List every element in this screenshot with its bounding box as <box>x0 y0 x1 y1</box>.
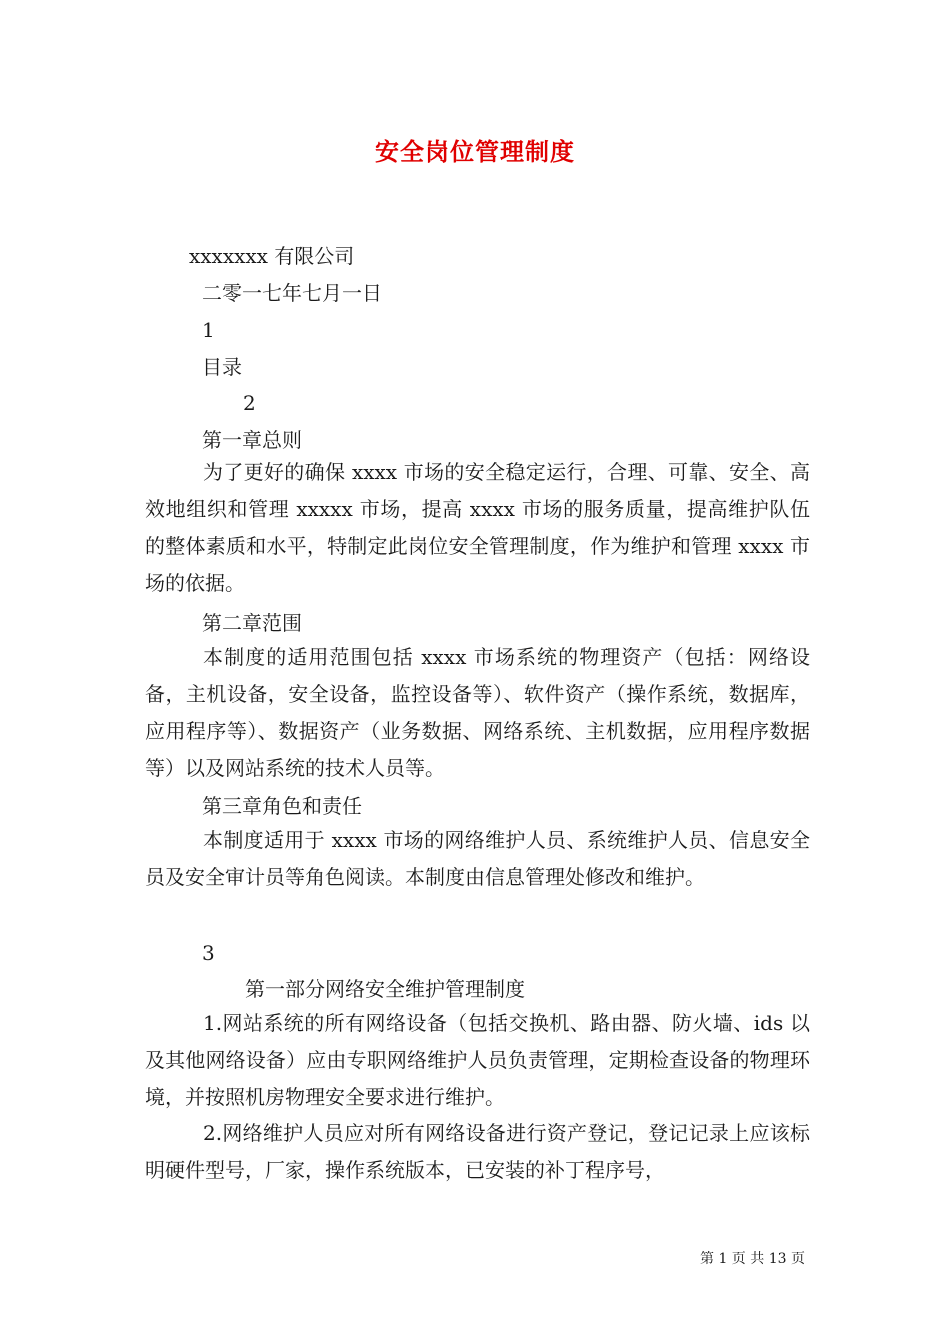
document-title: 安全岗位管理制度 <box>375 138 575 166</box>
chapter3-body: 本制度适用于 xxxx 市场的网络维护人员、系统维护人员、信息安全员及安全审计员等角色阅读。本制度由信息管理处修改和维护。 <box>145 828 810 889</box>
toc-label: 目录 <box>202 355 242 379</box>
page-marker-1: 1 <box>202 318 215 342</box>
page-marker-3: 3 <box>202 941 215 965</box>
chapter3-heading: 第三章角色和责任 <box>202 794 362 818</box>
document-date: 二零一七年七月一日 <box>202 281 382 305</box>
chapter1-body: 为了更好的确保 xxxx 市场的安全稳定运行，合理、可靠、安全、高效地组织和管理 xxxxx 市场，提高 xxxx 市场的服务质量，提高维护队伍的整体素质和水平，特制定此岗位安全管理制度，作为维护和管理 xxxx 市场的依据。 <box>145 460 810 595</box>
item1-paragraph: 1.网站系统的所有网络设备（包括交换机、路由器、防火墙、ids 以及其他网络设备）应由专职网络维护人员负责管理，定期检查设备的物理环境，并按照机房物理安全要求进行维护。 <box>145 1011 810 1109</box>
page-marker-2: 2 <box>243 391 256 415</box>
chapter2-body: 本制度的适用范围包括 xxxx 市场系统的物理资产（包括：网络设备，主机设备，安全设备，监控设备等）、软件资产（操作系统，数据库，应用程序等）、数据资产（业务数据、网络系统、主机数据，应用程序数据等）以及网站系统的技术人员等。 <box>145 645 810 780</box>
page-footer: 第 1 页 共 13 页 <box>700 1251 805 1267</box>
chapter2-heading: 第二章范围 <box>202 611 302 635</box>
item2-paragraph: 2.网络维护人员应对所有网络设备进行资产登记，登记记录上应该标明硬件型号，厂家，操作系统版本，已安装的补丁程序号， <box>145 1121 810 1182</box>
chapter1-heading: 第一章总则 <box>202 428 302 452</box>
part1-heading: 第一部分网络安全维护管理制度 <box>245 977 525 1001</box>
company-name: xxxxxxx 有限公司 <box>189 244 355 268</box>
